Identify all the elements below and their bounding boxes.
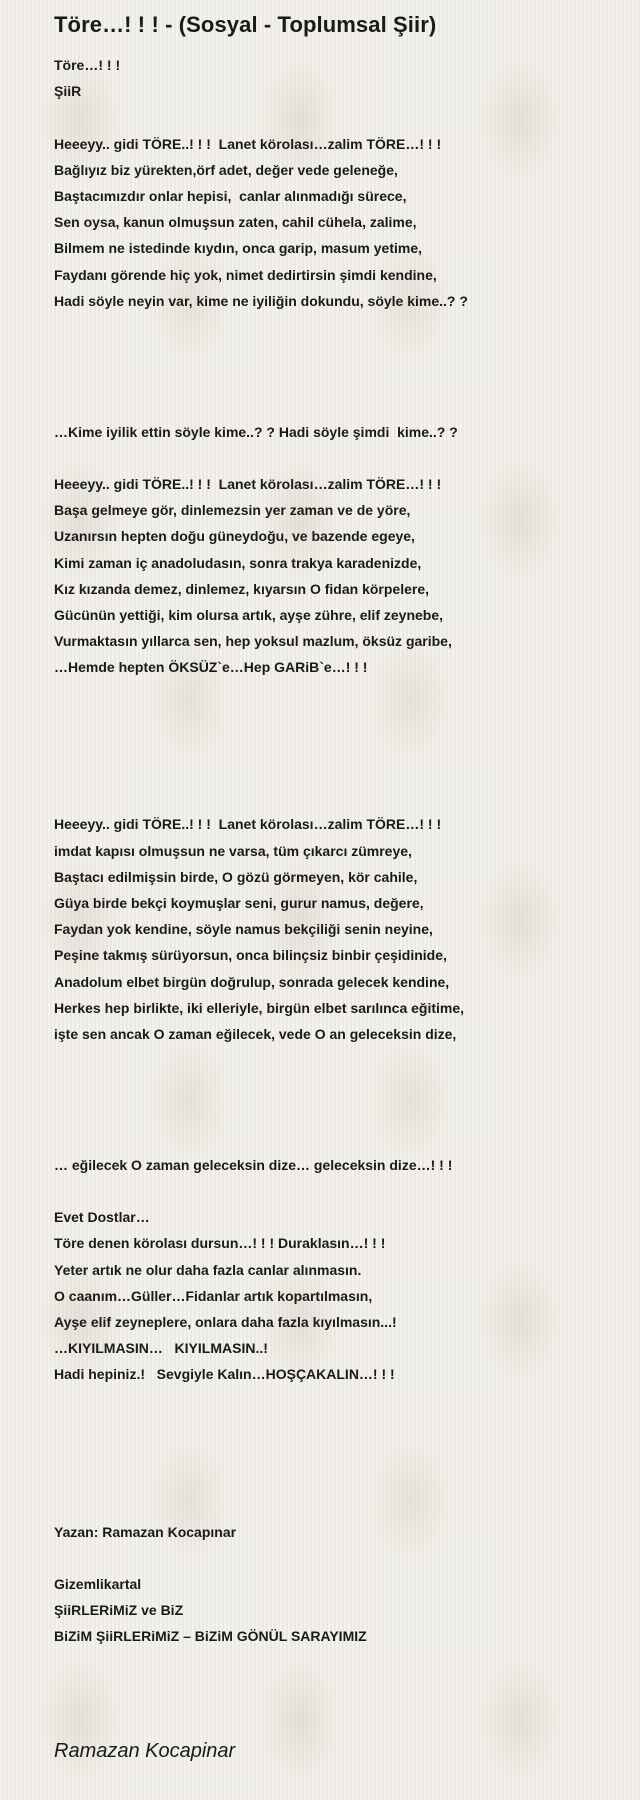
poem-body bbox=[54, 52, 624, 1649]
stanza-gap bbox=[54, 1440, 624, 1466]
poem-line: O caanım…Güller…Fidanlar artık kopartılmasın, bbox=[54, 1287, 373, 1304]
poem-line: … eğilecek O zaman geleceksin dize… geleceksin dize…! ! ! bbox=[54, 1156, 453, 1173]
poem-line: Hadi hepiniz.! Sevgiyle Kalın…HOŞÇAKALIN…! ! ! bbox=[54, 1366, 395, 1383]
poem-line: Heeeyy.. gidi TÖRE..! ! ! Lanet körolası…zalim TÖRE…! ! ! bbox=[54, 816, 442, 833]
poem-line: Gizemlikartal bbox=[54, 1575, 142, 1592]
stanza-gap bbox=[54, 1073, 624, 1099]
poem-line: Heeeyy.. gidi TÖRE..! ! ! Lanet körolası…zalim TÖRE…! ! ! bbox=[54, 135, 442, 152]
poem-line: Anadolum elbet birgün doğrulup, sonrada gelecek kendine, bbox=[54, 973, 450, 990]
stanza-gap bbox=[54, 314, 624, 340]
stanza-gap bbox=[54, 1414, 624, 1440]
poem-title: Töre…! ! ! - (Sosyal - Toplumsal Şiir) bbox=[54, 12, 437, 37]
poem-line: Ayşe elif zeyneplere, onlara daha fazla kıyılmasın...! bbox=[54, 1314, 397, 1330]
poem-line: Başa gelmeye gör, dinlemezsin yer zaman ve de yöre, bbox=[54, 502, 411, 519]
poem-line: Gücünün yettiği, kim olursa artık, ayşe zühre, elif zeynebe, bbox=[54, 606, 444, 623]
poem-line: Hadi söyle neyin var, kime ne iyiliğin dokundu, söyle kime..? ? bbox=[54, 292, 468, 309]
stanza-gap bbox=[54, 104, 624, 130]
poem-line: Töre denen körolası dursun…! ! ! Duraklasın…! ! ! bbox=[54, 1235, 386, 1252]
poem-line: Bilmem ne istedinde kıydın, onca garip, masum yetime, bbox=[54, 240, 422, 257]
poem-line: …KIYILMASIN… KIYILMASIN..! bbox=[54, 1340, 268, 1357]
stanza-gap bbox=[54, 759, 624, 785]
stanza-gap bbox=[54, 1545, 624, 1571]
poem-line: Sen oysa, kanun olmuşsun zaten, cahil cühela, zalime, bbox=[54, 214, 417, 231]
stanza-gap bbox=[54, 1178, 624, 1204]
poem-line: Vurmaktasın yıllarca sen, hep yoksul mazlum, öksüz garibe, bbox=[54, 633, 452, 650]
stanza-gap bbox=[54, 340, 624, 366]
poem-line: Töre…! ! ! bbox=[54, 57, 121, 73]
poem-line: işte sen ancak O zaman eğilecek, vede O an geleceksin dize, bbox=[54, 1025, 457, 1042]
poem-line: …Hemde hepten ÖKSÜZ`e…Hep GARiB`e…! ! ! bbox=[54, 659, 368, 676]
poem-line: Baştacımızdır onlar hepisi, canlar alınmadığı sürece, bbox=[54, 187, 407, 204]
stanza-gap bbox=[54, 785, 624, 811]
stanza-gap bbox=[54, 1047, 624, 1073]
author-signature: Ramazan Kocapinar bbox=[54, 1740, 236, 1762]
poem-line: Uzanırsın hepten doğu güneydoğu, ve bazende egeye, bbox=[54, 528, 415, 545]
stanza-gap bbox=[54, 681, 624, 707]
stanza-gap bbox=[54, 707, 624, 733]
poem-line: …Kime iyilik ettin söyle kime..? ? Hadi söyle şimdi kime..? ? bbox=[54, 423, 458, 440]
poem-line: Bağlıyız biz yürekten,örf adet, değer vede geleneğe, bbox=[54, 161, 398, 178]
poem-line: ŞiiRLERiMiZ ve BiZ bbox=[54, 1602, 184, 1619]
poem-line: Kız kızanda demez, dinlemez, kıyarsın O fidan körpelere, bbox=[54, 580, 430, 597]
stanza-gap bbox=[54, 445, 624, 471]
stanza-gap bbox=[54, 1126, 624, 1152]
poem-line: Güya birde bekçi koymuşlar seni, gurur namus, değere, bbox=[54, 895, 424, 911]
poem-line: BiZiM ŞiiRLERiMiZ – BiZiM GÖNÜL SARAYIMIZ bbox=[54, 1628, 367, 1645]
poem-line: Evet Dostlar… bbox=[54, 1209, 150, 1226]
poem-line: Heeeyy.. gidi TÖRE..! ! ! Lanet körolası…zalim TÖRE…! ! ! bbox=[54, 476, 442, 492]
stanza-gap bbox=[54, 1100, 624, 1126]
poem-line: Yeter artık ne olur daha fazla canlar alınmasın. bbox=[54, 1261, 362, 1278]
poem-line: Kimi zaman iç anadoludasın, sonra trakya karadenizde, bbox=[54, 554, 422, 571]
stanza-gap bbox=[54, 392, 624, 418]
poem-line: Herkes hep birlikte, iki elleriyle, birgün elbet sarılınca eğitime, bbox=[54, 999, 465, 1016]
poem-line: imdat kapısı olmuşsun ne varsa, tüm çıkarcı zümreye, bbox=[54, 842, 412, 859]
poem-line: Faydan yok kendine, söyle namus bekçiliği senin neyine, bbox=[54, 921, 433, 938]
poem-line: ŞiiR bbox=[54, 83, 82, 100]
stanza-gap bbox=[54, 1388, 624, 1414]
poem-line: Peşine takmış sürüyorsun, onca bilinçsiz binbir çeşidinide, bbox=[54, 947, 447, 964]
stanza-gap bbox=[54, 733, 624, 759]
stanza-gap bbox=[54, 366, 624, 392]
poem-line: Yazan: Ramazan Kocapınar bbox=[54, 1523, 237, 1540]
poem-line: Baştacı edilmişsin birde, O gözü görmeyen, kör cahile, bbox=[54, 868, 418, 885]
stanza-gap bbox=[54, 1492, 624, 1518]
poem-line: Faydanı görende hiç yok, nimet dedirtirsin şimdi kendine, bbox=[54, 266, 437, 283]
stanza-gap bbox=[54, 1466, 624, 1492]
